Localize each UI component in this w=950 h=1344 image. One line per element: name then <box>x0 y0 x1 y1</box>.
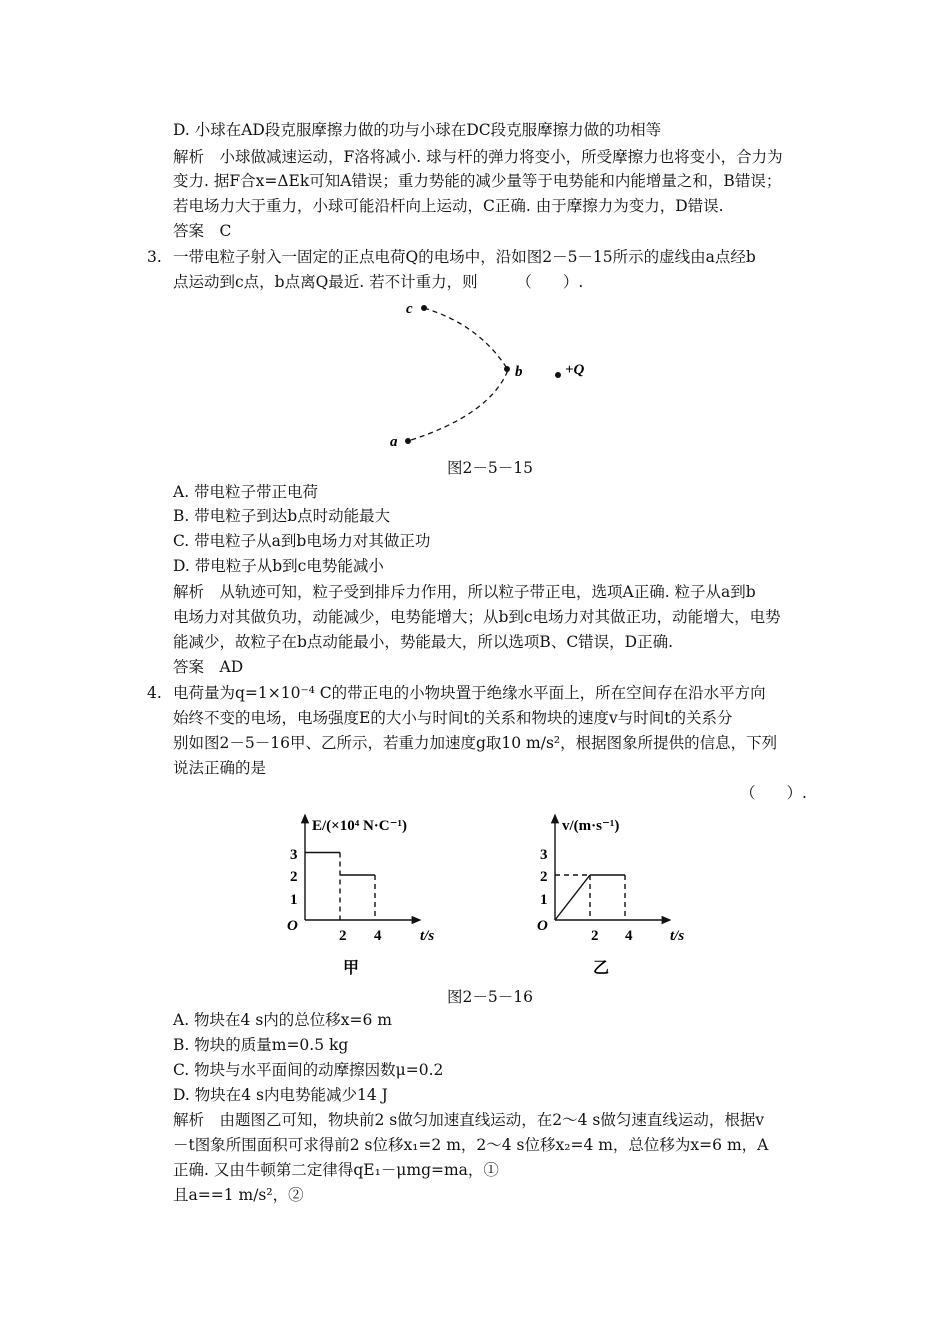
q3-option-b: B. 带电粒子到达b点时动能最大 <box>173 507 391 525</box>
q3-number: 3. <box>147 248 162 266</box>
x-tick-2: 2 <box>591 928 599 944</box>
point-a <box>405 438 411 444</box>
point-q <box>555 372 561 378</box>
q4-analysis-line: 正确. 又由牛顿第二定律得qE₁－μmg=ma，① <box>173 1161 499 1179</box>
q4-analysis-line: 解析 由题图乙可知，物块前2 s做匀加速直线运动，在2～4 s做匀速直线运动，根据v <box>173 1111 765 1129</box>
label-q: +Q <box>565 362 585 378</box>
q3-stem-line: 一带电粒子射入一固定的正点电荷Q的电场中，沿如图2－5－15所示的虚线由a点经b <box>173 248 756 266</box>
origin-label: O <box>537 918 548 934</box>
q4-stem-line: 始终不变的电场，电场强度E的大小与时间t的关系和物块的速度v与时间t的关系分 <box>173 709 733 727</box>
x-axis-label: t/s <box>670 928 685 944</box>
y-tick-1: 1 <box>540 892 548 908</box>
q3-stem-line: 点运动到c点，b点离Q最近. 若不计重力，则 （ ）. <box>173 273 584 291</box>
q4-option-b: B. 物块的质量m=0.5 kg <box>173 1036 349 1054</box>
q3-analysis-line: 能减少，故粒子在b点动能最小，势能最大，所以选项B、C错误，D正确. <box>173 633 674 651</box>
q3-trajectory-figure <box>380 295 600 455</box>
y-axis-label: E/(×10⁴ N·C⁻¹) <box>312 818 408 834</box>
point-b <box>504 366 510 372</box>
chart-name: 甲 <box>343 960 360 977</box>
q4-option-d: D. 物块在4 s内电势能减少14 J <box>173 1086 388 1104</box>
x-axis-label: t/s <box>420 928 435 944</box>
label-a: a <box>390 434 398 450</box>
q3-answer: 答案 AD <box>173 658 244 676</box>
q2-analysis-line: 解析 小球做减速运动，F洛将减小. 球与杆的弹力将变小，所受摩擦力也将变小，合力为 <box>173 148 783 166</box>
y-tick-2: 2 <box>290 869 298 885</box>
q4-answer-paren: （ ）. <box>740 784 807 802</box>
q2-option-d: D. 小球在AD段克服摩擦力做的功与小球在DC段克服摩擦力做的功相等 <box>173 121 662 139</box>
y-axis-label: v/(m·s⁻¹) <box>562 818 620 834</box>
label-b: b <box>515 364 523 380</box>
q4-figure-caption: 图2－5－16 <box>447 988 533 1006</box>
q3-option-a: A. 带电粒子带正电荷 <box>173 483 319 501</box>
q4-analysis-line: 且a==1 m/s²，② <box>173 1186 304 1204</box>
q3-analysis-line: 解析 从轨迹可知，粒子受到排斥力作用，所以粒子带正电，选项A正确. 粒子从a到b <box>173 583 756 601</box>
q4-option-a: A. 物块在4 s内的总位移x=6 m <box>173 1011 393 1029</box>
q4-analysis-line: －t图象所围面积可求得前2 s位移x₁=2 m，2～4 s位移x₂=4 m，总位移为x=6 m，A <box>173 1136 769 1154</box>
q3-option-d: D. 带电粒子从b到c电势能减小 <box>173 557 384 575</box>
y-tick-1: 1 <box>290 892 298 908</box>
x-tick-4: 4 <box>625 928 633 944</box>
q4-stem-line: 别如图2－5－16甲、乙所示，若重力加速度g取10 m/s²，根据图象所提供的信息，下列 <box>173 734 778 752</box>
q4-stem-line: 电荷量为q=1×10⁻⁴ C的带正电的小物块置于绝缘水平面上，所在空间存在沿水平方向 <box>173 684 766 702</box>
q4-stem-line: 说法正确的是 <box>173 759 267 777</box>
trajectory-dashed-curve <box>408 308 508 441</box>
origin-label: O <box>287 918 298 934</box>
chart-name: 乙 <box>593 960 610 977</box>
q3-figure-caption: 图2－5－15 <box>447 459 533 477</box>
y-tick-2: 2 <box>540 869 548 885</box>
x-tick-4: 4 <box>374 928 382 944</box>
q3-analysis-line: 电场力对其做负功，动能减少，电势能增大；从b到c电场力对其做正功，动能增大，电势 <box>173 608 781 626</box>
q4-number: 4. <box>147 684 162 702</box>
q2-answer: 答案 C <box>173 222 232 240</box>
chart-v-t <box>520 810 720 980</box>
y-tick-3: 3 <box>290 847 298 863</box>
q2-analysis-line: 变力. 据F合x=ΔEk可知A错误；重力势能的减少量等于电势能和内能增量之和，B错误； <box>173 172 782 190</box>
chart-e-t <box>270 810 470 980</box>
y-tick-3: 3 <box>540 847 548 863</box>
point-c <box>421 305 427 311</box>
v-segment-0 <box>555 875 590 920</box>
q4-option-c: C. 物块与水平面间的动摩擦因数μ=0.2 <box>173 1061 444 1079</box>
q2-analysis-line: 若电场力大于重力，小球可能沿杆向上运动，C正确. 由于摩擦力为变力，D错误. <box>173 197 724 215</box>
label-c: c <box>406 301 413 317</box>
x-tick-2: 2 <box>339 928 347 944</box>
q3-option-c: C. 带电粒子从a到b电场力对其做正功 <box>173 532 431 550</box>
